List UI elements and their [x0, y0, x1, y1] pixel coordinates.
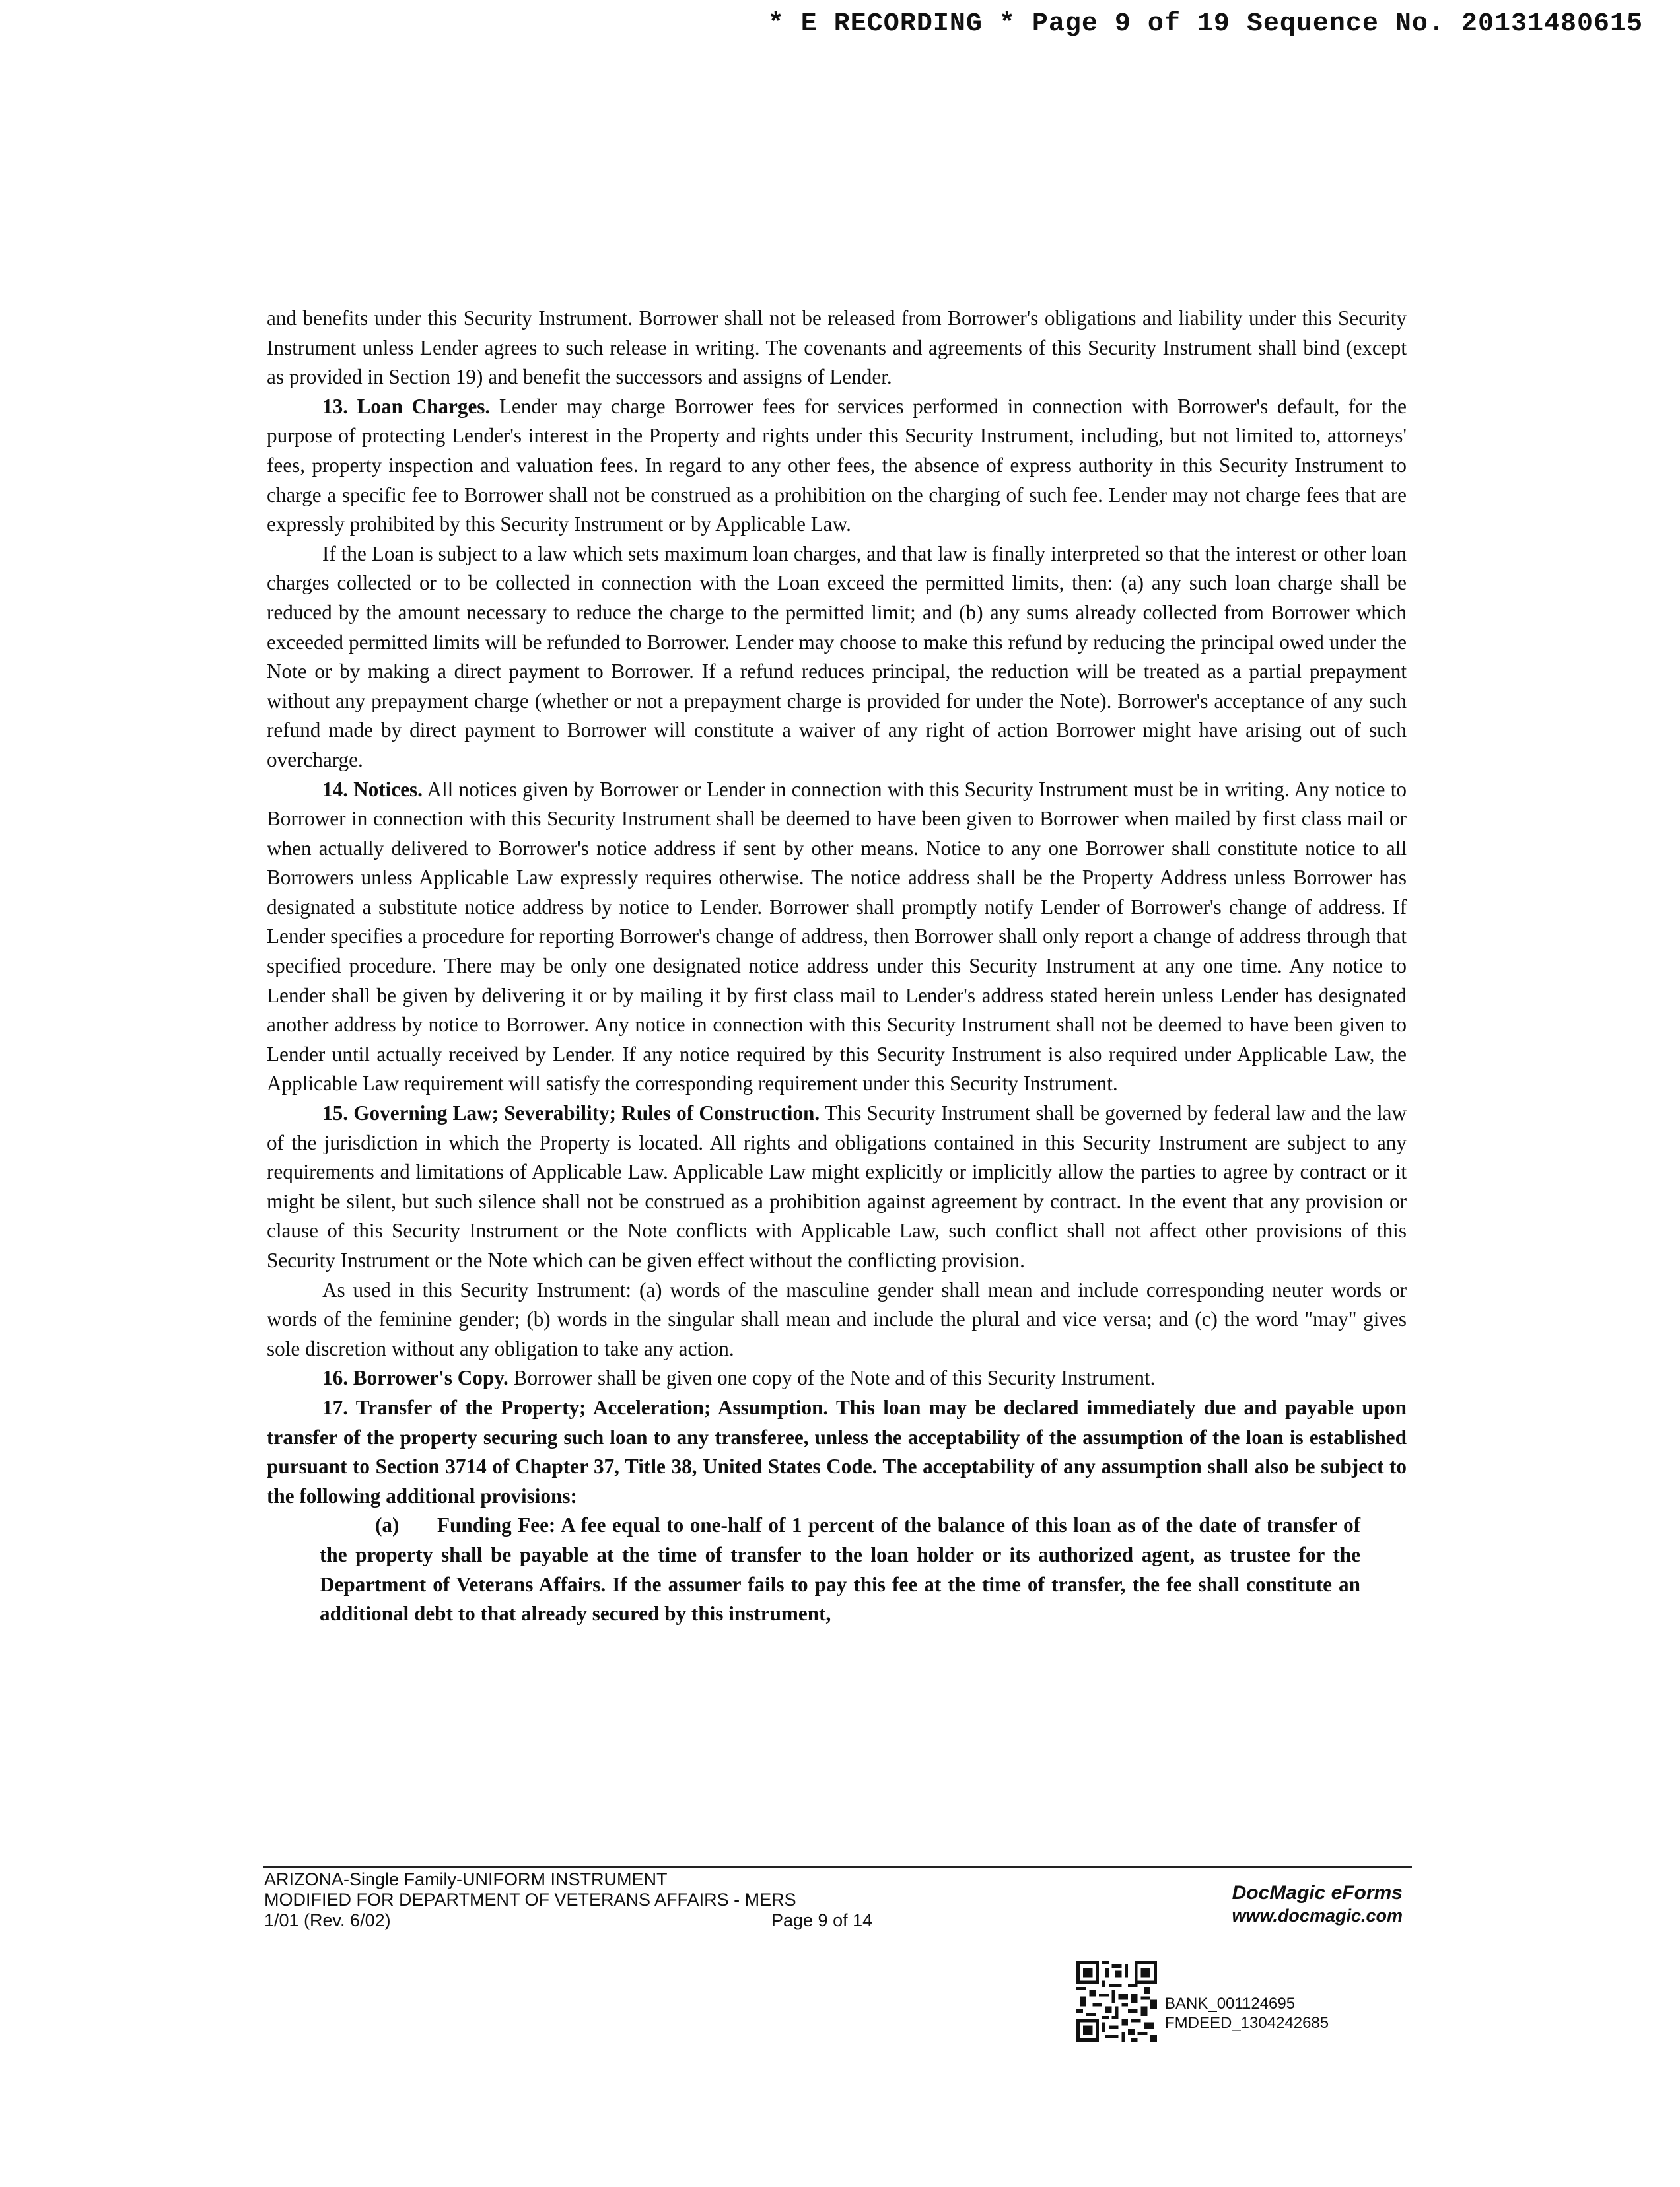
- section-14-text: All notices given by Borrower or Lender in connection with this Security Instrument must be in writing. Any notice to Borrower in connection with this Security Instrument shall be deemed to have been given to Borrower when mailed by first class mail or when actually delivered to Borrower's notice address if sent by other means. Notice to any one Borrower shall constitute notice to all Borrowers unless Applicable Law expressly requires otherwise. The notice address shall be the Property Address unless Borrower has designated a substitute notice address by notice to Lender. Borrower shall promptly notify Lender of Borrower's change of address. If Lender specifies a procedure for reporting Borrower's change of address, then Borrower shall only report a change of address through that specified procedure. There may be only one designated notice address under this Security Instrument at any one time. Any notice to Lender shall be given by delivering it or by mailing it by first class mail to Lender's address stated herein unless Lender has designated another address by notice to Borrower. Any notice in connection with this Security Instrument shall not be deemed to have been given to Lender until actually received by Lender. If any notice required by this Security Instrument is also required under Applicable Law, the Applicable Law requirement will satisfy the corresponding requirement under this Security Instrument.: [267, 777, 1407, 1095]
- page-number: Page 9 of 14: [771, 1910, 873, 1930]
- document-ids: [1165, 1994, 1329, 2032]
- document-body: [267, 304, 1407, 1629]
- section-13-loan-charges: [267, 392, 1407, 539]
- section-17-transfer: 17. Transfer of the Property; Acceleration; Assumption. This loan may be declared immediately due and payable upon transfer of the property securing such loan to any transferee, unless the acceptability of the assumption of the loan is established pursuant to Section 3714 of Chapter 37, Title 38, United States Code. The acceptability of any assumption shall also be subject to the following additional provisions:: [267, 1395, 1407, 1508]
- deed-id: FMDEED_1304242685: [1165, 2014, 1329, 2032]
- bank-id: BANK_001124695: [1165, 1995, 1296, 2013]
- form-footer: [263, 1866, 1412, 1930]
- docmagic-logo: DocMagic eForms: [1232, 1882, 1403, 1904]
- section-15-governing-law: [267, 1099, 1407, 1276]
- section-13-paragraph-2: If the Loan is subject to a law which sets maximum loan charges, and that law is finally interpreted so that the interest or other loan charges collected or to be collected in connection with the Loan exceed the permitted limits, then: (a) any such loan charge shall be reduced by the amount necessary to reduce the charge to the permitted limit; and (b) any sums already collected from Borrower which exceeded permitted limits will be refunded to Borrower. Lender may choose to make this refund by reducing the principal owed under the Note or by making a direct payment to Borrower. If a refund reduces principal, the reduction will be treated as a partial prepayment without any prepayment charge (whether or not a prepayment charge is provided for under the Note). Borrower's acceptance of any such refund made by direct payment to Borrower will constitute a waiver of any right of action Borrower might have arising out of such overcharge.: [267, 541, 1407, 771]
- paragraph-continuation: and benefits under this Security Instrument. Borrower shall not be released from Borrower's obligations and liability under this Security Instrument unless Lender agrees to such release in writing. The covenants and agreements of this Security Instrument shall bind (except as provided in Section 19) and benefit the successors and assigns of Lender.: [267, 306, 1407, 389]
- section-16-borrowers-copy: [267, 1364, 1407, 1393]
- docmagic-branding: [1232, 1881, 1403, 1926]
- section-14-notices: [267, 775, 1407, 1099]
- form-identifier: [264, 1869, 796, 1931]
- section-17a-funding-fee: [320, 1511, 1360, 1628]
- section-16-text: Borrower shall be given one copy of the Note and of this Security Instrument.: [513, 1366, 1156, 1390]
- section-15-text: This Security Instrument shall be governed by federal law and the law of the jurisdiction in which the Property is located. All rights and obligations contained in this Security Instrument are subject to any requirements and limitations of Applicable Law. Applicable Law might explicitly or implicitly allow the parties to agree by contract or it might be silent, but such silence shall not be construed as a prohibition against agreement by contract. In the event that any provision or clause of this Security Instrument or the Note conflicts with Applicable Law, such conflict shall not affect other provisions of this Security Instrument or the Note which can be given effect without the conflicting provision.: [267, 1101, 1407, 1272]
- section-16-heading: 16. Borrower's Copy.: [322, 1366, 508, 1390]
- docmagic-website: www.docmagic.com: [1232, 1906, 1403, 1926]
- section-17a-label: (a): [375, 1513, 400, 1537]
- section-15-heading: 15. Governing Law; Severability; Rules of Construction.: [322, 1101, 820, 1125]
- recording-header: * E RECORDING * Page 9 of 19 Sequence No. 20131480615: [767, 9, 1643, 39]
- form-title-line-2: MODIFIED FOR DEPARTMENT OF VETERANS AFFAIRS - MERS: [264, 1890, 796, 1910]
- section-13-heading: 13. Loan Charges.: [322, 394, 491, 418]
- qr-code-icon: [1076, 1961, 1157, 2042]
- form-revision: 1/01 (Rev. 6/02): [264, 1910, 391, 1930]
- section-17a-text: Funding Fee: A fee equal to one-half of 1 percent of the balance of this loan as of the date of transfer of the property shall be payable at the time of transfer to the loan holder or its authorized agent, as trustee for the Department of Veterans Affairs. If the assumer fails to pay this fee at the time of transfer, the fee shall constitute an additional debt to that already secured by this instrument,: [320, 1513, 1360, 1626]
- form-title-line-1: ARIZONA-Single Family-UNIFORM INSTRUMENT: [264, 1869, 668, 1889]
- section-14-heading: 14. Notices.: [322, 777, 423, 801]
- section-15-paragraph-2: As used in this Security Instrument: (a) words of the masculine gender shall mean and include corresponding neuter words or words of the feminine gender; (b) words in the singular shall mean and include the plural and vice versa; and (c) the word "may" gives sole discretion without any obligation to take any action.: [267, 1278, 1407, 1360]
- section-13-text: Lender may charge Borrower fees for services performed in connection with Borrower's default, for the purpose of protecting Lender's interest in the Property and rights under this Security Instrument, including, but not limited to, attorneys' fees, property inspection and valuation fees. In regard to any other fees, the absence of express authority in this Security Instrument to charge a specific fee to Borrower shall not be construed as a prohibition on the charging of such fee. Lender may not charge fees that are expressly prohibited by this Security Instrument or by Applicable Law.: [267, 394, 1407, 536]
